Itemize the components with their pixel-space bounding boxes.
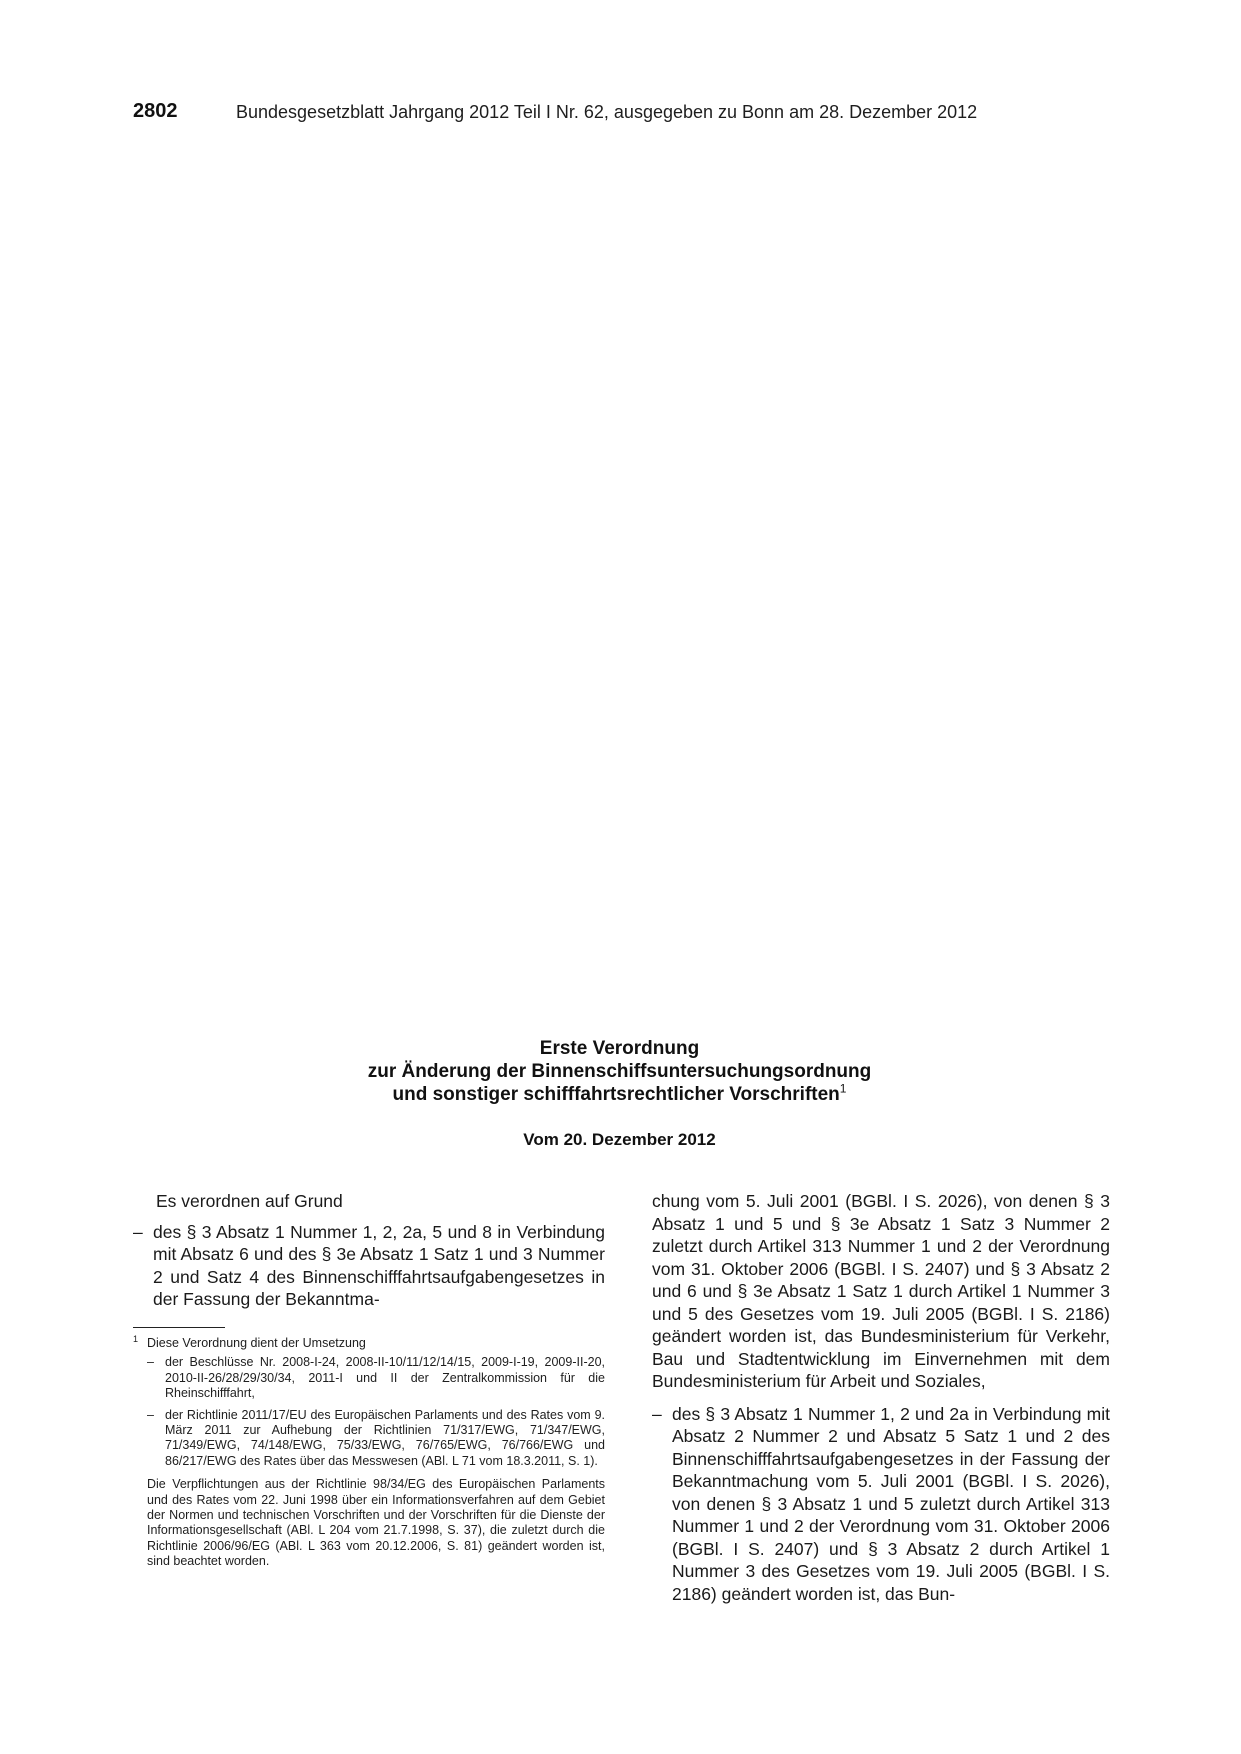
left-column	[133, 1190, 605, 1311]
footnote-separator	[133, 1327, 225, 1328]
paragraph-gap	[652, 1393, 1110, 1403]
footnote-dash: –	[147, 1407, 154, 1422]
ordinance-date: Vom 20. Dezember 2012	[523, 1130, 716, 1149]
footnote-item-2-text: der Richtlinie 2011/17/EU des Europäischen Parlaments und des Rates vom 9. März 2011 zur Aufhebung der Richtlinien 71/317/EWG, 71/347/EWG, 71/349/EWG, 74/148/EWG, 75/33/EWG, 76/765/EWG, 76/766/EWG und 86/217/EWG des Rates über das Messwesen (ABl. L 71 vom 18.3.2011, S. 1).	[165, 1407, 605, 1468]
footnote-intro	[133, 1336, 605, 1351]
legal-basis-item-1-text: des § 3 Absatz 1 Nummer 1, 2, 2a, 5 und 8 in Verbindung mit Absatz 6 und des § 3e Absatz 1 Satz 1 und 3 Nummer 2 und Satz 4 des Binnenschifffahrtsaufgabengesetzes in der Fassung der Bekanntma-	[153, 1221, 605, 1309]
title-footnote-mark: 1	[839, 1081, 847, 1096]
legal-basis-item-1	[133, 1221, 605, 1311]
page-header	[133, 100, 1113, 126]
intro-text: Es verordnen auf Grund	[156, 1191, 343, 1211]
right-column	[652, 1190, 1110, 1605]
footnote-paragraph: Die Verpflichtungen aus der Richtlinie 98/34/EG des Europäischen Parlaments und des Rates vom 22. Juni 1998 über ein Informationsverfahren auf dem Gebiet der Normen und technischen Vorschriften und der Vorschriften für die Dienste der Informationsgesellschaft (ABl. L 204 vom 21.7.1998, S. 37), die zuletzt durch die Richtlinie 2006/96/EG (ABl. L 363 vom 20.12.2006, S. 81) geändert worden ist, sind beachtet worden.	[147, 1477, 605, 1569]
legal-basis-item-2	[652, 1403, 1110, 1606]
title-line-3	[130, 1083, 1109, 1106]
footnote-marker: 1	[133, 1334, 139, 1344]
dash-bullet: –	[133, 1221, 143, 1242]
gazette-header-line: Bundesgesetzblatt Jahrgang 2012 Teil I Nr. 62, ausgegeben zu Bonn am 28. Dezember 2012	[236, 102, 978, 122]
legal-basis-item-1-continuation: chung vom 5. Juli 2001 (BGBl. I S. 2026), von denen § 3 Absatz 1 und 5 und § 3e Absatz 1 Satz 3 Nummer 2 zuletzt durch Artikel 313 Nummer 1 und 2 der Verordnung vom 31. Oktober 2006 (BGBl. I S. 2407) und § 3 Absatz 2 und 6 und § 3e Absatz 1 Satz 1 durch Artikel 1 Nummer 3 und 5 des Gesetzes vom 19. Juli 2005 (BGBl. I S. 2186) geändert worden ist, das Bundesministerium für Verkehr, Bau und Stadtentwicklung im Einvernehmen mit dem Bundesministerium für Arbeit und Soziales,	[652, 1191, 1110, 1391]
footnote-dash: –	[147, 1355, 154, 1370]
page-number: 2802	[133, 100, 178, 122]
legal-basis-item-2-text: des § 3 Absatz 1 Nummer 1, 2 und 2a in Verbindung mit Absatz 2 Nummer 2 und Absatz 5 Satz 1 und 2 des Binnenschifffahrtsaufgabengesetzes in der Fassung der Bekanntmachung vom 5. Juli 2001 (BGBl. I S. 2026), von denen § 3 Absatz 1 und 5 zuletzt durch Artikel 313 Nummer 1 und 2 der Verordnung vom 31. Oktober 2006 (BGBl. I S. 2407) und § 3 Absatz 2 durch Artikel 1 Nummer 3 des Gesetzes vom 19. Juli 2005 (BGBl. I S. 2186) geändert worden ist, das Bun-	[672, 1403, 1110, 1604]
footnote-intro-text: Diese Verordnung dient der Umsetzung	[147, 1336, 366, 1350]
footnote-item-1	[133, 1355, 605, 1401]
title-line-1: Erste Verordnung	[539, 1038, 700, 1059]
footnote-item-1-text: der Beschlüsse Nr. 2008-I-24, 2008-II-10/11/12/14/15, 2009-I-19, 2009-II-20, 2010-II-26/28/29/30/34, 2011-I und II der Zentralkommission für die Rheinschifffahrt,	[165, 1355, 605, 1401]
footnote-block	[133, 1336, 605, 1570]
footnote-item-2	[133, 1408, 605, 1470]
dash-bullet: –	[652, 1403, 662, 1424]
title-line-3-text: und sonstiger schifffahrtsrechtlicher Vorschriften	[392, 1084, 840, 1105]
ordinance-title	[130, 1037, 1109, 1106]
title-line-2: zur Änderung der Binnenschiffsuntersuchungsordnung	[367, 1061, 872, 1082]
